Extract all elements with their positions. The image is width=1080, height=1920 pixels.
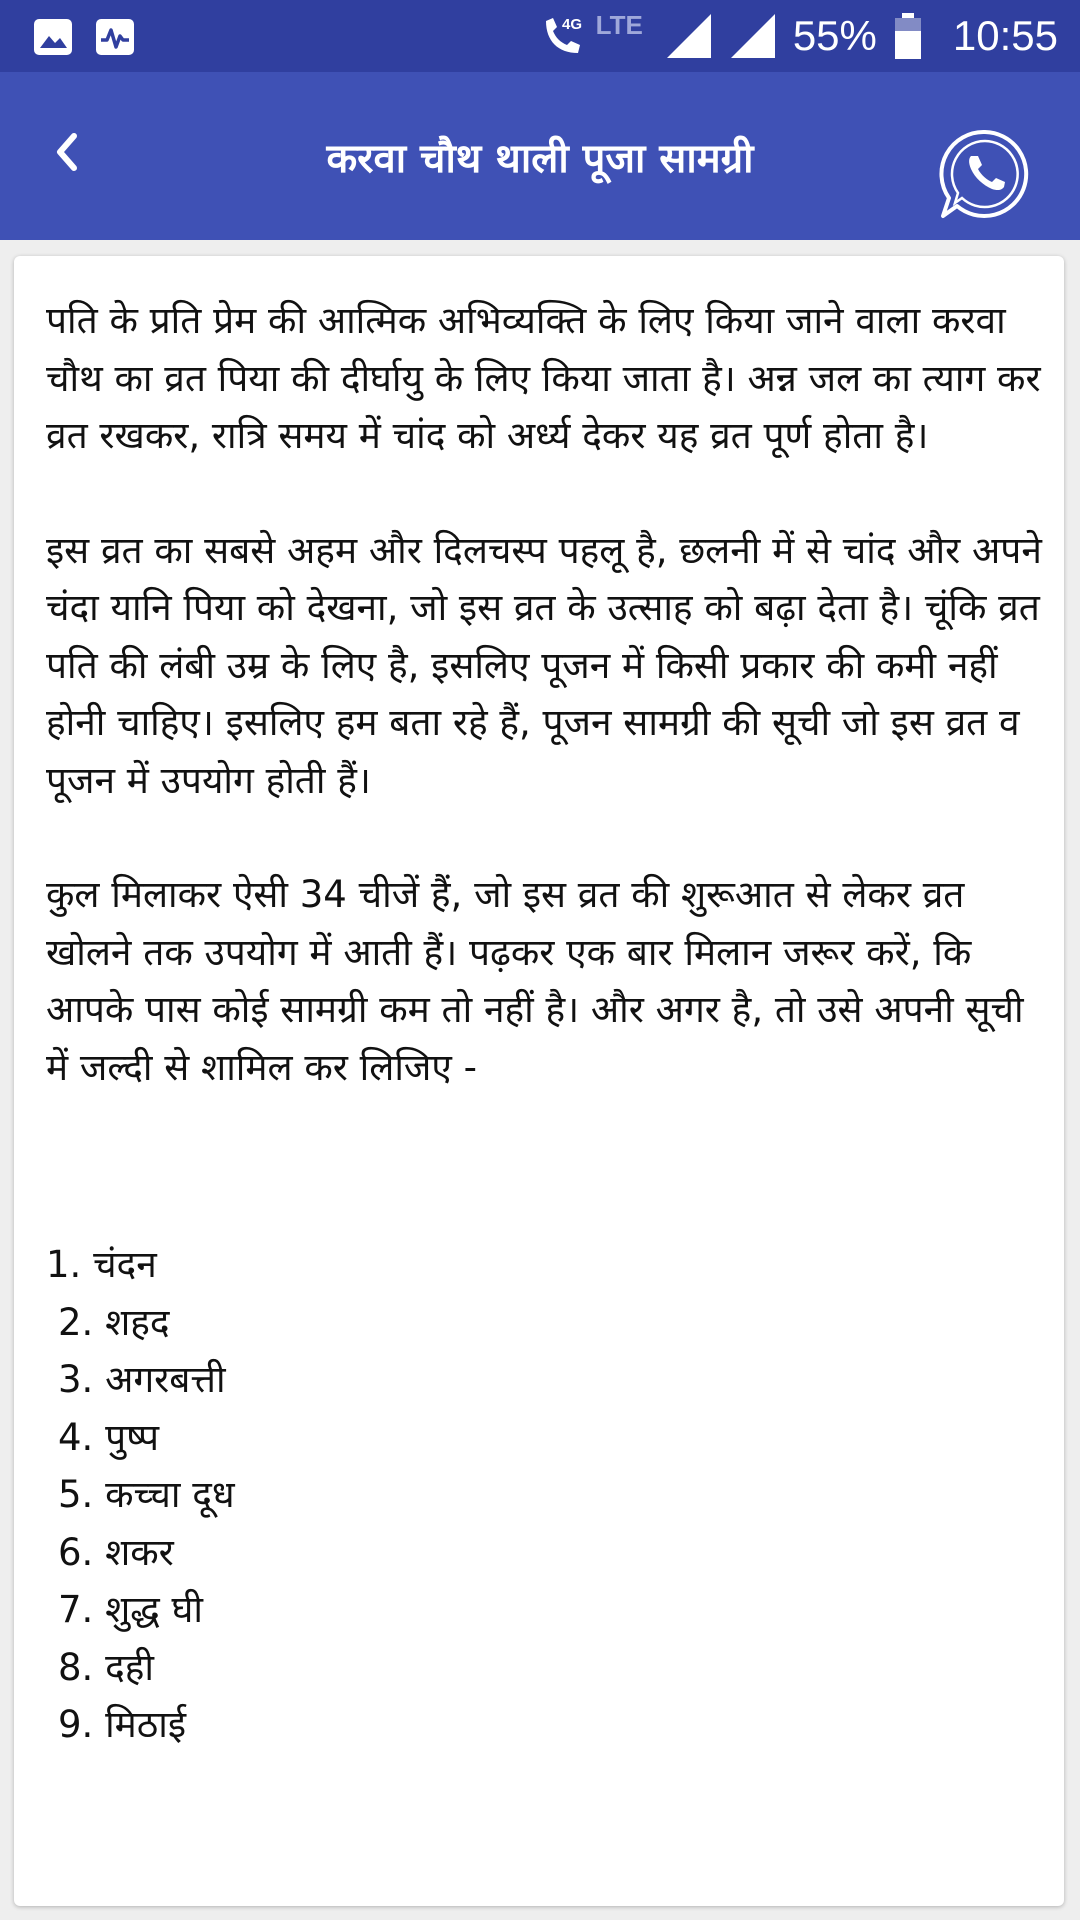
list-item: 1. चंदन: [46, 1243, 157, 1286]
whatsapp-share-button[interactable]: [934, 122, 1036, 226]
signal-icon: [665, 12, 713, 60]
list-item: 8. दही: [58, 1645, 154, 1689]
samagri-list: [46, 1236, 1046, 1754]
battery-percent: 55%: [792, 12, 877, 59]
paragraph-intro: पति के प्रति प्रेम की आत्मिक अभिव्यक्ति के लिए किया जाने वाला करवा चौथ का व्रत पिया की दीर्घायु के लिए किया जाता है। अन्न जल का त्याग कर व्रत रखकर, रात्रि समय में चांद को अर्ध्य देकर यह व्रत पूर्ण होता है।: [46, 299, 1041, 457]
whatsapp-icon: [935, 124, 1035, 224]
back-button[interactable]: [36, 116, 96, 188]
paragraph-list-intro: कुल मिलाकर ऐसी 34 चीजें हैं, जो इस व्रत की शुरूआत से लेकर व्रत खोलने तक उपयोग में आती हैं। पढ़कर एक बार मिलान जरूर करें, कि आपके पास कोई सामग्री कम तो नहीं है। और अगर है, तो उसे अपनी सूची में जल्दी से शामिल कर लिजिए -: [46, 873, 1024, 1089]
list-item: 5. कच्चा दूध: [58, 1473, 235, 1516]
list-item: 7. शुद्ध घी: [58, 1588, 203, 1631]
list-item: 2. शहद: [58, 1300, 170, 1344]
lte-label: LTE: [595, 9, 643, 40]
list-item: 9. मिठाई: [58, 1703, 187, 1746]
list-item: 3. अगरबत्ती: [58, 1358, 226, 1401]
list-item: 6. शकर: [58, 1530, 174, 1574]
paragraph-details: इस व्रत का सबसे अहम और दिलचस्प पहलू है, छलनी में से चांद और अपने चंदा यानि पिया को देखना, जो इस व्रत के उत्साह को बढ़ा देता है। चूंकि व्रत पति की लंबी उम्र के लिए है, इसलिए पूजन में किसी प्रकार की कमी नहीं होनी चाहिए। इसलिए हम बता रहे हैं, पूजन सामग्री की सूची जो इस व्रत व पूजन में उपयोग होती हैं।: [46, 528, 1042, 802]
app-bar: [0, 72, 1080, 240]
page-title: करवा चौथ थाली पूजा सामग्री: [326, 135, 754, 182]
image-icon: [32, 16, 74, 58]
clock: 10:55: [952, 12, 1058, 59]
signal-icon-2: [729, 12, 777, 60]
content-card: [14, 256, 1064, 1906]
list-item: 4. पुष्प: [58, 1415, 160, 1459]
wifi-calling-icon: [538, 11, 588, 61]
system-indicators: [538, 0, 1058, 72]
article-body: [46, 292, 1046, 1754]
notification-icons: [32, 16, 136, 58]
chevron-left-icon: [46, 124, 86, 180]
network-type-label: 4G: [561, 16, 582, 33]
battery-icon: [893, 11, 923, 61]
status-bar: [0, 0, 1080, 72]
activity-icon: [94, 16, 136, 58]
